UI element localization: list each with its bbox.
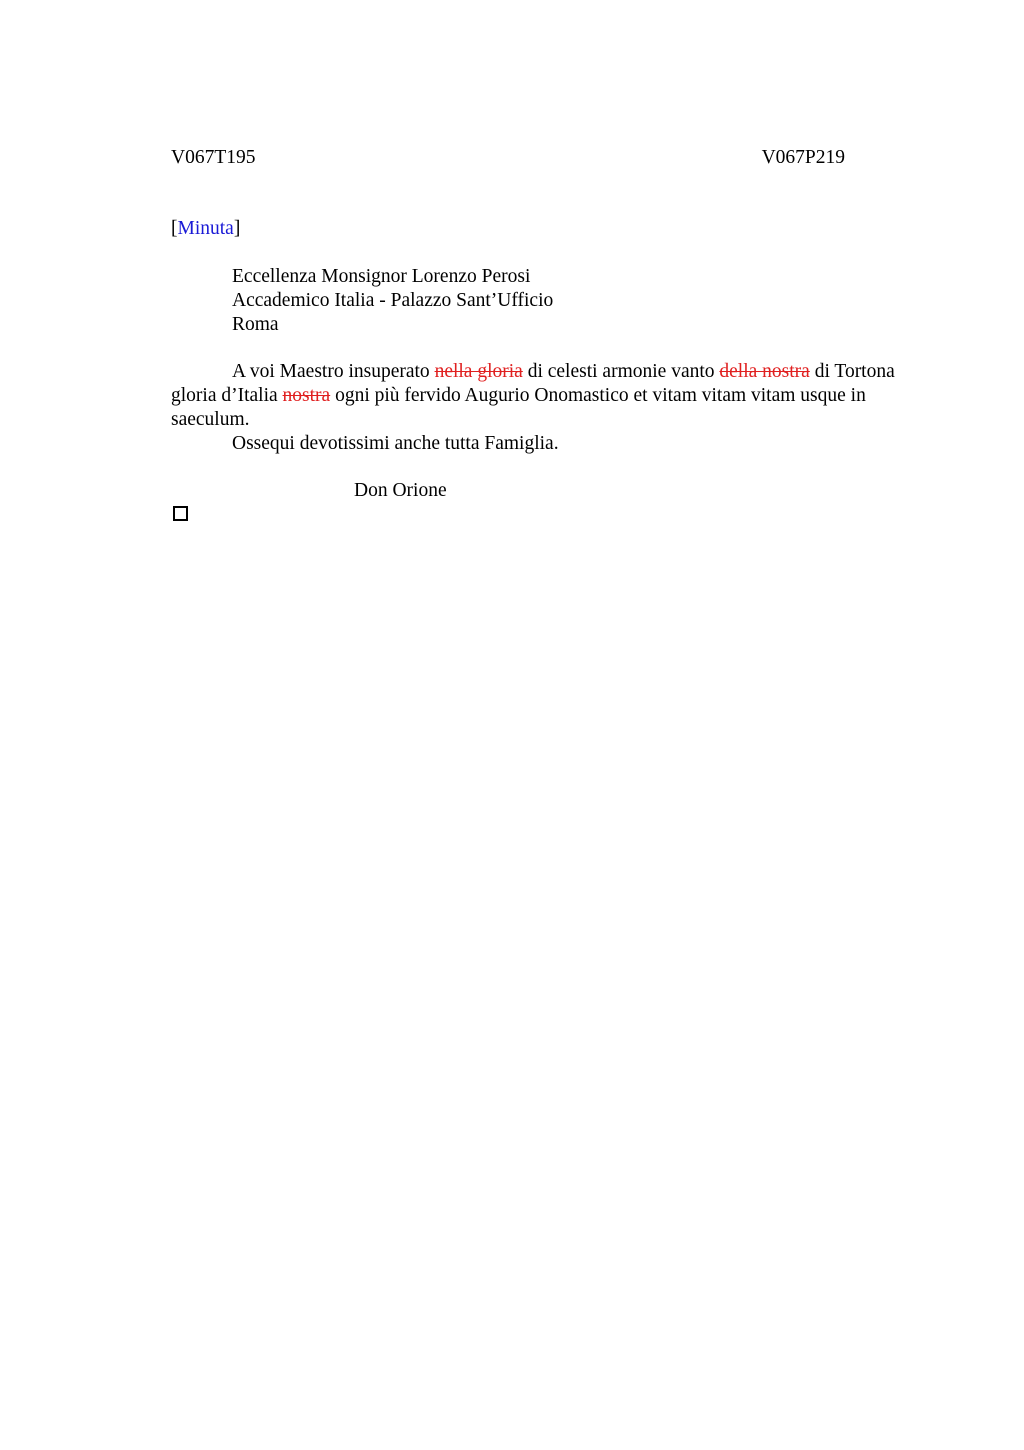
body-text-segment: A voi Maestro insuperato [232,361,435,382]
address-line-institution: Accademico Italia - Palazzo Sant’Ufficio [232,290,554,311]
document-type-label: Minuta [177,218,234,239]
close-bracket: ] [233,218,241,239]
open-bracket: [ [171,218,178,239]
end-square-icon [173,506,188,521]
body-paragraph-2: Ossequi devotissimi anche tutta Famiglia. [232,433,559,454]
body-paragraph-1 [171,360,911,432]
address-line-city: Roma [232,314,279,335]
deleted-text: nella gloria [434,361,523,382]
body-text-segment: di celesti armonie vanto [522,361,720,382]
deleted-text: della nostra [719,361,810,382]
address-line-recipient: Eccellenza Monsignor Lorenzo Perosi [232,266,531,287]
header-row [171,146,845,170]
signature: Don Orione [354,480,447,501]
body-text-segment: ogni più fervido Augurio Onomastico et vitam vitam vitam usque in saeculum. [171,385,866,430]
body-text-segment: di Tortona gloria d’Italia [171,361,895,406]
recipient-address [232,265,553,337]
volume-page-code: V067P219 [761,147,845,168]
letter-body [171,360,911,456]
volume-text-code: V067T195 [171,147,256,168]
document-type [171,217,240,241]
deleted-text: nostra [282,385,331,406]
